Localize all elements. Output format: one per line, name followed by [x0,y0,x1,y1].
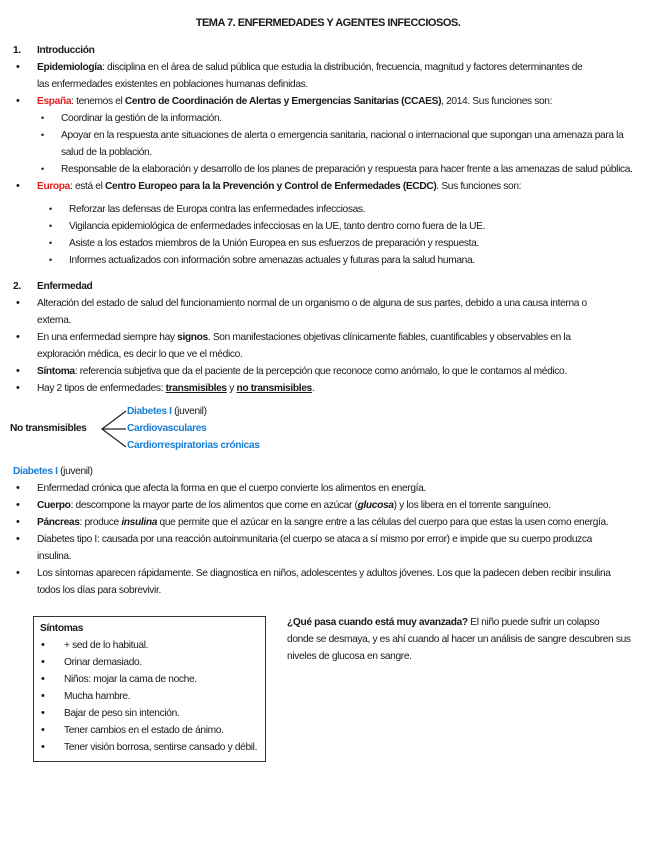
sintoma-item: • + sed de lo habitual. [40,637,265,654]
term-no-transmisibles: no transmisibles [236,383,312,394]
ccaes-name: Centro de Coordinación de Alertas y Emergencias Sanitarias (CCAES) [124,96,442,107]
bullet-tipos [13,380,643,397]
bullet-epidemiologia [13,59,643,76]
tree-leaf-cardiorrespiratorias: Cardiorrespiratorias crónicas [127,440,260,451]
section-introduccion [13,42,643,269]
section-heading-1 [13,42,643,59]
page-title: TEMA 7. ENFERMEDADES Y AGENTES INFECCIOSOS. [195,17,461,29]
espana-item: • Apoyar en la respuesta ante situaciones de alerta o emergencia sanitaria, nacional o internacional que supongan una amenaza para la [37,127,643,144]
espana-item: • Responsable de la elaboración y desarrollo de los planes de preparación y respuesta para hacer frente a las amenazas de salud pública. [37,161,643,178]
no-transmisibles-diagram [10,403,310,455]
avanzada-paragraph [287,614,637,665]
term-epidemiologia: Epidemiología [37,62,103,73]
bullet-alteracion: • Alteración del estado de salud del funcionamiento normal de un organismo o de alguna de sus partes, debido a una causa interna o [13,295,643,312]
diabetes-item: • Enfermedad crónica que afecta la forma en que el cuerpo convierte los alimentos en energía. [13,480,643,497]
term-signos: signos [177,332,208,343]
pancreas-post: que permite que el azúcar en la sangre entre a las células del cuerpo para que estas la usen como energía. [157,517,609,528]
brace-connector [98,403,128,455]
europa-item: • Informes actualizados con información sobre amenazas actuales y futuras para la salud humana. [45,252,643,269]
term-transmisibles: transmisibles [165,383,227,394]
sintoma-def: : referencia subjetiva que da el paciente de la percepción que reconoce como anómalo, lo que le contamos al médico. [74,366,567,377]
epi-definition-cont: las enfermedades existentes en poblaciones humanas definidas. [37,79,308,90]
section-number: 1. [13,45,21,56]
avanzada-line-3: niveles de glucosa en sangre. [287,651,412,662]
europa-post: . Sus funciones son: [436,181,522,192]
bullet-signos-cont: exploración médica, es decir lo que ve el médico. [37,349,243,360]
sintoma-item: • Mucha hambre. [40,688,265,705]
sintomas-heading: Síntomas [40,623,84,634]
signos-pre: En una enfermedad siempre hay [37,332,178,343]
section-title: Introducción [37,45,95,56]
section-diabetes [13,463,643,599]
term-insulina: insulina [121,517,158,528]
sintomas-box [33,616,266,762]
europa-item: • Asiste a los estados miembros de la Unión Europea en sus esfuerzos de preparación y respuesta. [45,235,643,252]
europa-item: • Reforzar las defensas de Europa contra las enfermedades infecciosas. [45,201,643,218]
diabetes-item: • Los síntomas aparecen rápidamente. Se diagnostica en niños, adolescentes y adultos jóvenes. Los que la padecen deben recibir insulina [13,565,643,582]
epi-definition: : disciplina en el área de salud pública que estudia la distribución, frecuencia, magnitud y factores determinantes de [102,62,583,73]
avanzada-question: ¿Qué pasa cuando está muy avanzada? [287,617,468,628]
term-sintoma: Síntoma [37,366,75,377]
section-enfermedad [13,278,643,397]
section-number: 2. [13,281,21,292]
signos-post: . Son manifestaciones objetivas clínicamente fiables, cuantificables y observables en la [207,332,571,343]
bullet-espana [13,93,643,110]
avanzada-line-2: donde se desmaya, y es ahí cuando al hacer un análisis de sangre descubren sus [287,634,631,645]
pancreas-pre: : produce [79,517,122,528]
leaf-diabetes-note: (juvenil) [171,406,207,417]
diabetes-item-cuerpo [13,497,643,514]
term-espana: España [37,96,72,107]
diabetes-item-pancreas [13,514,643,531]
espana-post: , 2014. Sus funciones son: [441,96,553,107]
diabetes-item-cont: todos los días para sobrevivir. [37,585,161,596]
cuerpo-pre: : descompone la mayor parte de los alimentos que come en azúcar ( [70,500,358,511]
tree-root: No transmisibles [10,423,87,434]
leaf-diabetes-label: Diabetes I [127,406,172,417]
europa-item: • Vigilancia epidemiológica de enfermedades infecciosas en la UE, tanto dentro como fuera de la UE. [45,218,643,235]
diabetes-item: • Diabetes tipo I: causada por una reacción autoinmunitaria (el cuerpo se ataca a sí mismo por error) e impide que su cuerpo produzca [13,531,643,548]
sintoma-item: • Tener visión borrosa, sentirse cansado y débil. [40,739,265,756]
section-heading-2 [13,278,643,295]
tree-leaf-cardiovasculares: Cardiovasculares [127,423,207,434]
sintoma-item: • Tener cambios en el estado de ánimo. [40,722,265,739]
espana-item: • Coordinar la gestión de la información. [37,110,643,127]
term-glucosa: glucosa [357,500,394,511]
ecdc-name: Centro Europeo para la la Prevención y Control de Enfermedades (ECDC) [105,181,437,192]
europa-pre: : está el [70,181,106,192]
bullet-alteracion-cont: externa. [37,315,72,326]
sintoma-item: • Bajar de peso sin intención. [40,705,265,722]
espana-item-cont: salud de la población. [61,147,152,158]
term-cuerpo: Cuerpo [37,500,71,511]
cuerpo-post: ) y los libera en el torrente sanguíneo. [393,500,551,511]
tipos-end: . [311,383,315,394]
diabetes-title: Diabetes I [13,466,58,477]
diabetes-item-cont: insulina. [37,551,72,562]
bullet-sintoma [13,363,643,380]
espana-pre: : tenemos el [71,96,125,107]
avanzada-line-1 [287,614,637,631]
section-title: Enfermedad [37,281,93,292]
term-pancreas: Páncreas [37,517,80,528]
tipos-mid: y [226,383,237,394]
bullet-europa [13,178,643,195]
tree-leaf-diabetes [127,403,207,420]
term-europa: Europa [37,181,70,192]
bullet-signos [13,329,643,346]
avanzada-answer: El niño puede sufrir un colapso [467,617,600,628]
diabetes-heading [13,463,643,480]
tipos-pre: Hay 2 tipos de enfermedades: [37,383,166,394]
diabetes-note: (juvenil) [57,466,93,477]
sintoma-item: • Niños: mojar la cama de noche. [40,671,265,688]
sintoma-item: • Orinar demasiado. [40,654,265,671]
